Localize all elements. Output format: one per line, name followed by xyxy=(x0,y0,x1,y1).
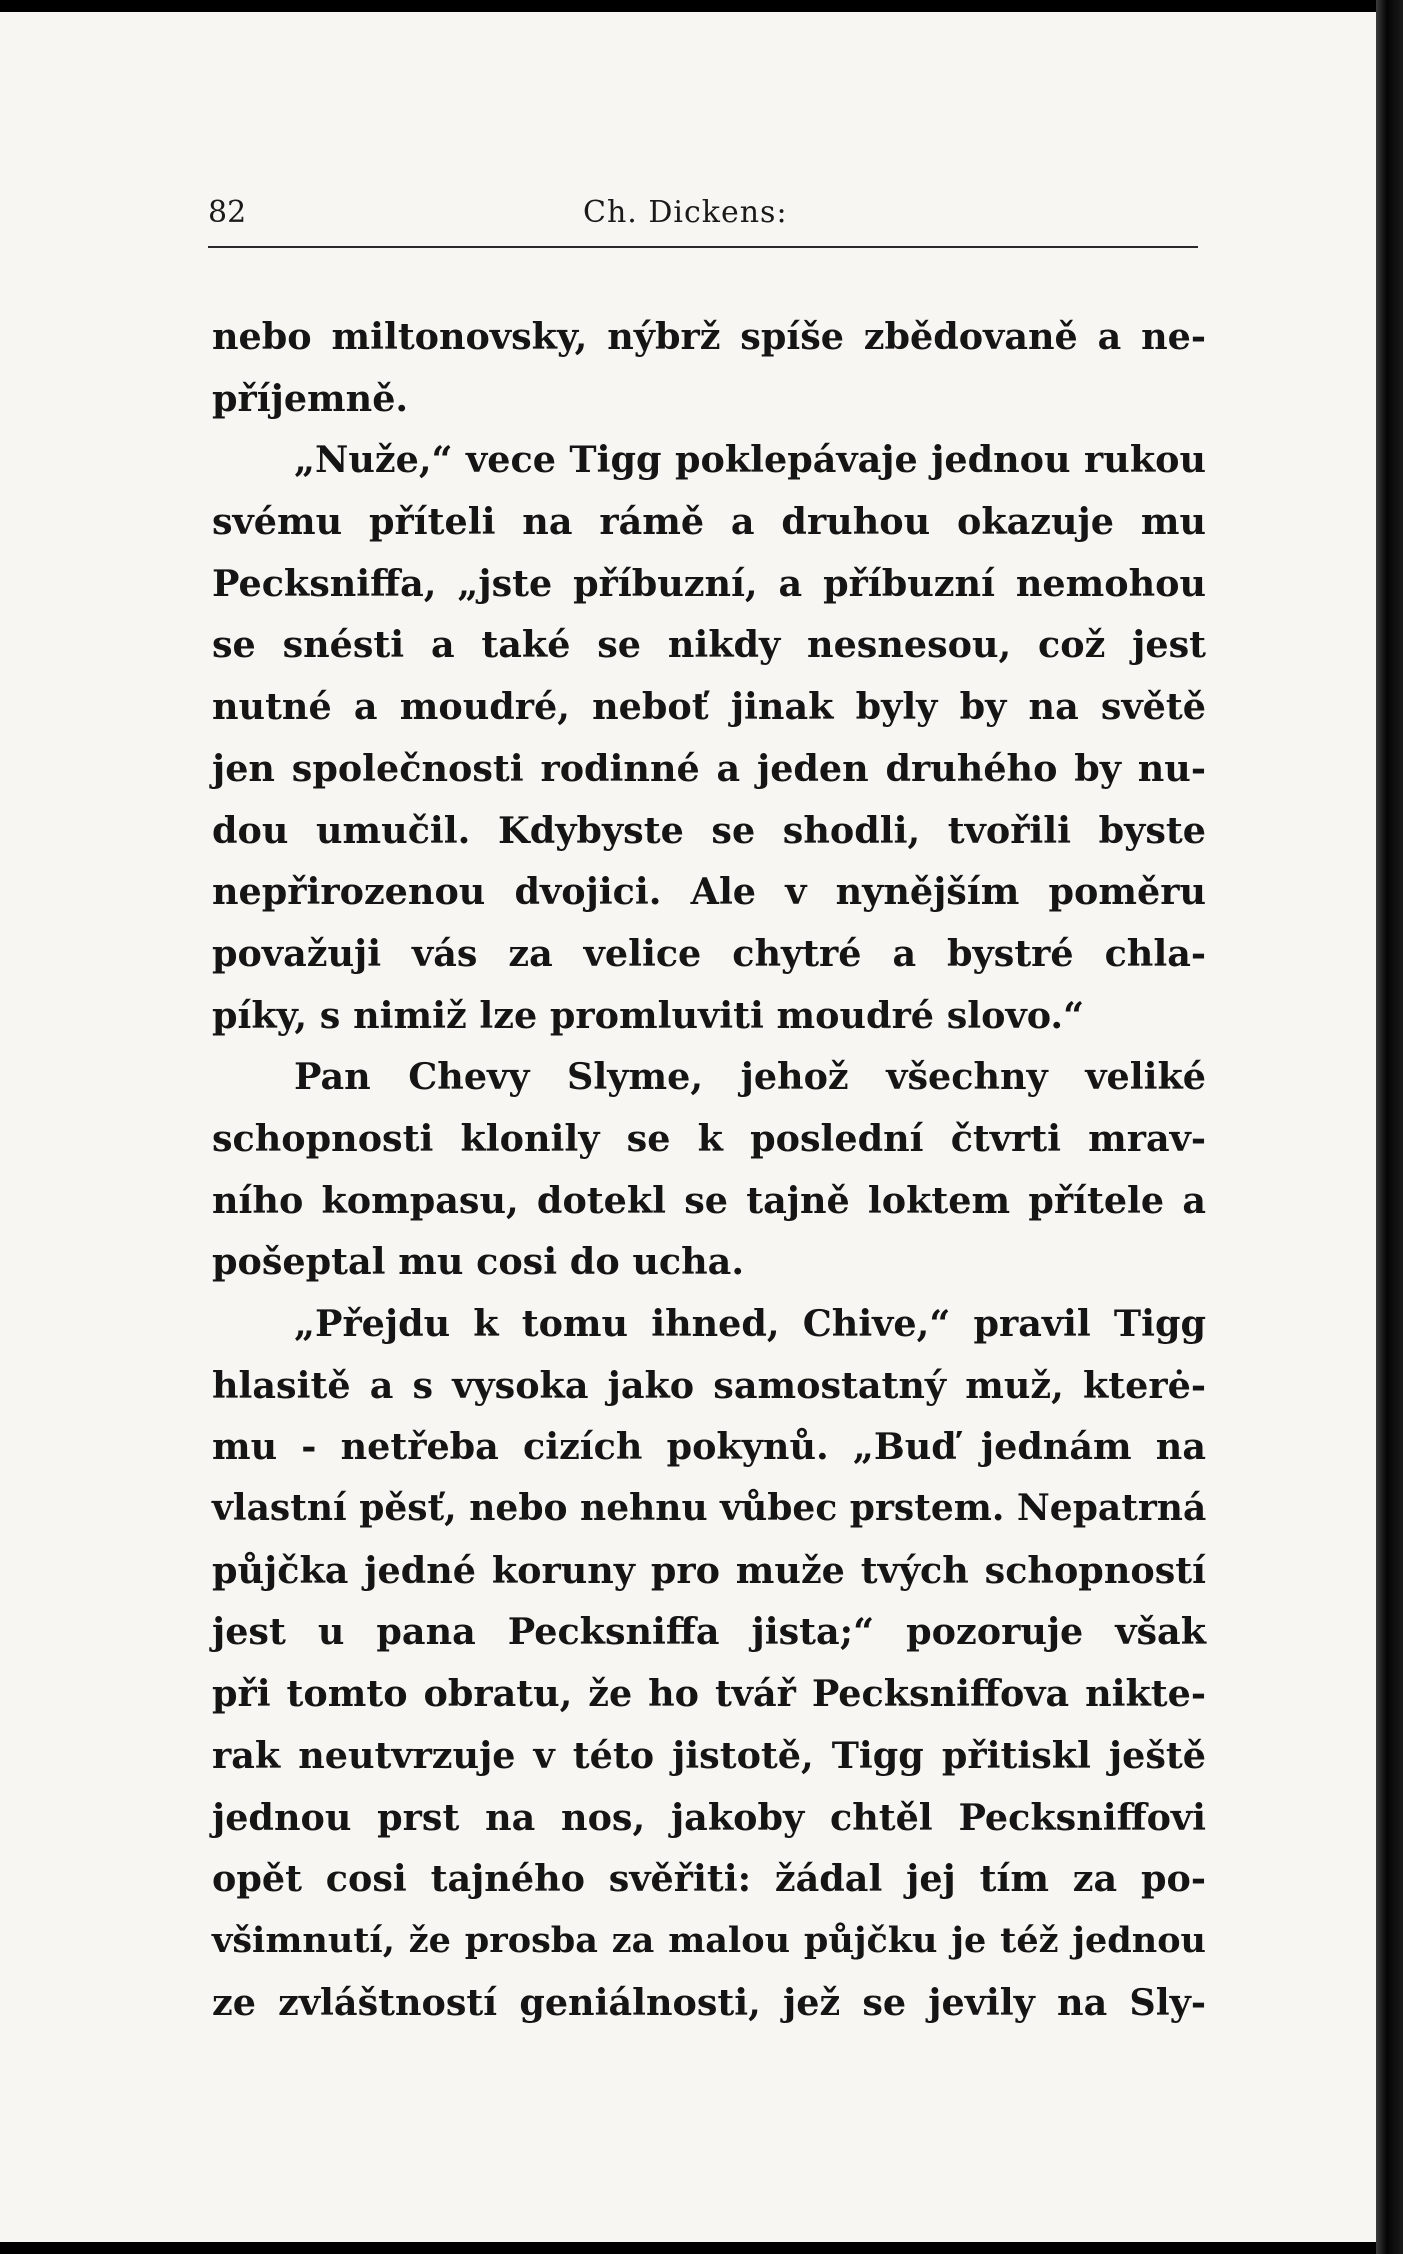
header-rule xyxy=(208,246,1198,248)
text-line: při tomto obratu, že ho tvář Pecksniffova nikte- xyxy=(212,1672,1206,1716)
running-head xyxy=(208,195,1198,245)
text-line: všimnutí, že prosba za malou půjčku je též jednou xyxy=(212,1919,1206,1961)
text-line: schopnosti klonily se k poslední čtvrti mrav- xyxy=(212,1116,1206,1160)
running-head-title: Ch. Dickens: xyxy=(583,195,788,230)
text-line: Pan Chevy Slyme, jehož všechny veliké xyxy=(294,1055,1206,1099)
text-line: považuji vás za velice chytré a bystré chla- xyxy=(212,931,1206,975)
text-line: hlasitě a s vysoka jako samostatný muž, kterė- xyxy=(212,1363,1206,1407)
text-line: vlastní pěsť, nebo nehnu vůbec prstem. Nepatrná xyxy=(212,1487,1207,1530)
text-line: ze zvláštností geniálnosti, jež se jevily na Sly- xyxy=(212,1980,1206,2024)
text-line: nepřirozenou dvojici. Ale v nynějším poměru xyxy=(212,870,1206,914)
text-line: jest u pana Pecksniffa jista;“ pozoruje však xyxy=(212,1610,1206,1654)
text-line: „Nuže,“ vece Tigg poklepávaje jednou rukou xyxy=(294,438,1206,482)
text-line: Pecksniffa, „jste příbuzní, a příbuzní nemohou xyxy=(212,561,1206,605)
text-line: svému příteli na rámě a druhou okazuje mu xyxy=(212,500,1206,544)
text-line: nebo miltonovsky, nýbrž spíše zbědovaně a ne- xyxy=(212,315,1206,358)
text-line: píky, s nimiž lze promluviti moudré slovo.“ xyxy=(212,993,1085,1037)
text-line: ního kompasu, dotekl se tajně loktem přítele a xyxy=(212,1178,1206,1222)
text-line: dou umučil. Kdybyste se shodli, tvořili byste xyxy=(212,808,1206,852)
text-line: příjemně. xyxy=(212,376,409,420)
text-line: jednou prst na nos, jakoby chtěl Pecksniffovi xyxy=(212,1795,1206,1839)
text-line: mu - netřeba cizích pokynů. „Buď jednám na xyxy=(212,1425,1206,1469)
text-line: se snésti a také se nikdy nesnesou, což jest xyxy=(212,623,1206,667)
page-number: 82 xyxy=(208,195,247,230)
text-line: rak neutvrzuje v této jistotě, Tigg přitiskl ještě xyxy=(212,1733,1206,1777)
text-line: jen společnosti rodinné a jeden druhého by nu- xyxy=(212,746,1206,790)
scan-edge xyxy=(1376,0,1403,2254)
body-text xyxy=(212,306,1206,2033)
text-line: pošeptal mu cosi do ucha. xyxy=(212,1240,745,1284)
text-line: „Přejdu k tomu ihned, Chive,“ pravil Tigg xyxy=(294,1302,1206,1345)
text-line: opět cosi tajného svěřiti: žádal jej tím za po- xyxy=(212,1857,1206,1901)
text-line: půjčka jedné koruny pro muže tvých schopností xyxy=(212,1548,1206,1592)
text-line: nutné a moudré, neboť jinak byly by na světě xyxy=(212,685,1206,729)
